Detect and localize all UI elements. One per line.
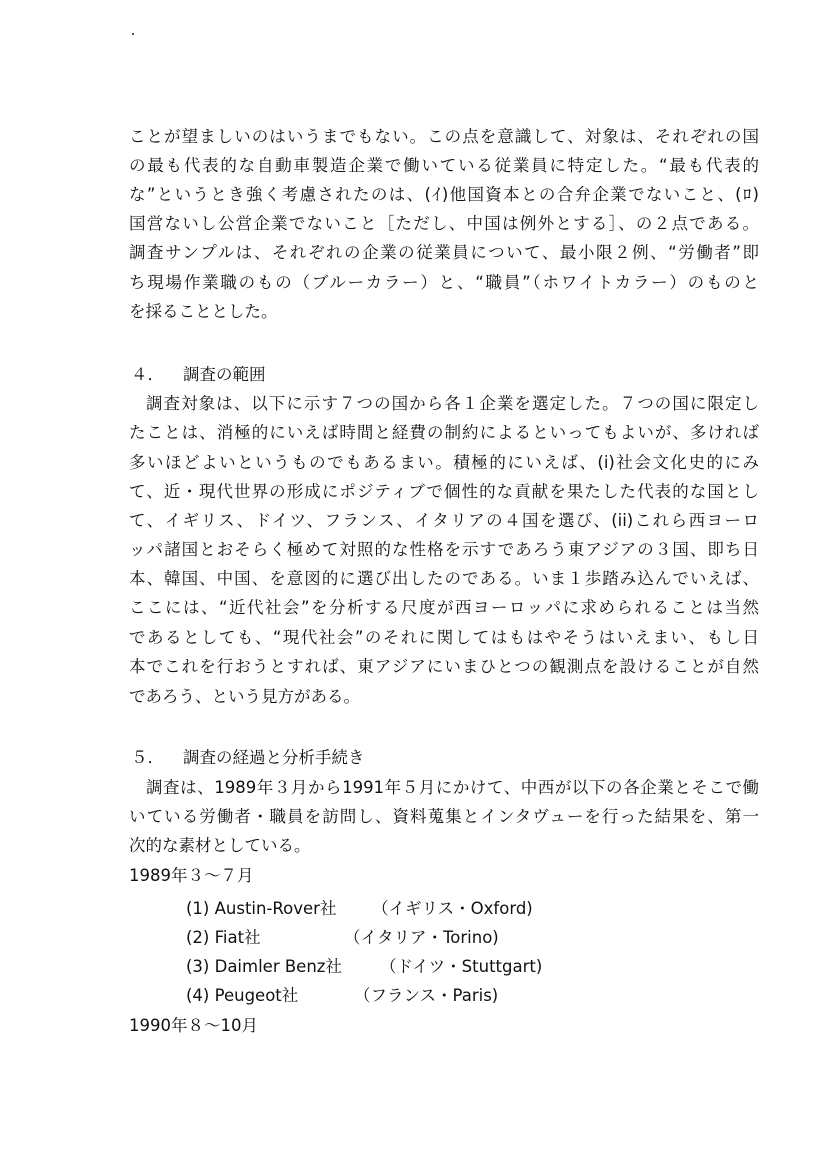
text-line: な”というとき強く考慮されたのは、(ｲ)他国資本との合弁企業でないこと、(ﾛ) xyxy=(129,185,759,204)
section-4-heading xyxy=(131,364,266,386)
text-line: 次的な素材としている。 xyxy=(129,836,311,855)
company-location: （ドイツ・Stuttgart) xyxy=(380,957,543,976)
text-line: ことが望ましいのはいうまでもない。この点を意識して、対象は、それぞれの国 xyxy=(129,127,759,146)
text-line: を採ることとした。 xyxy=(129,302,278,321)
company-item xyxy=(186,898,533,920)
company-item xyxy=(186,956,543,978)
text-line: の最も代表的な自動車製造企業で働いている従業員に特定した。“最も代表的 xyxy=(129,156,759,175)
company-item xyxy=(186,927,499,949)
section-number: ４． xyxy=(131,365,164,384)
company-location: （イタリア・Torino) xyxy=(344,928,499,947)
text-line: 調査は、1989年３月から1991年５月にかけて、中西が以下の各企業とそこで働 xyxy=(146,778,759,797)
text-line: て、近・現代世界の形成にポジティブで個性的な貢献を果たした代表的な国とし xyxy=(129,482,759,501)
company-label: (4) Peugeot社 xyxy=(186,986,299,1005)
text-line: 本でこれを行おうとすれば、東アジアにいまひとつの観測点を設けることが自然 xyxy=(129,657,759,676)
section-number: ５． xyxy=(131,748,164,767)
text-line: 多いほどよいというものでもあるまい。積極的にいえば、(i)社会文化史的にみ xyxy=(129,453,759,472)
section-5-heading xyxy=(131,747,365,769)
section-title: 調査の範囲 xyxy=(183,365,266,384)
section-title: 調査の経過と分析手続き xyxy=(183,748,365,767)
company-label: (3) Daimler Benz社 xyxy=(186,957,342,976)
text-line: て、イギリス、ドイツ、フランス、イタリアの４国を選び、(ii)これら西ヨーロ xyxy=(129,511,759,530)
company-label: (2) Fiat社 xyxy=(186,928,261,947)
text-line: であろう、という見方がある。 xyxy=(129,687,360,706)
text-line: 本、韓国、中国、を意図的に選び出したのである。いま１歩踏み込んでいえば、 xyxy=(129,569,759,588)
text-line: たことは、消極的にいえば時間と経費の制約によるといってもよいが、多ければ xyxy=(129,423,759,442)
text-line: 国営ないし公営企業でないこと［ただし、中国は例外とする］、の２点である。 xyxy=(129,214,759,233)
company-label: (1) Austin-Rover社 xyxy=(186,899,337,918)
company-location: （フランス・Paris) xyxy=(354,986,499,1005)
company-item xyxy=(186,985,499,1007)
schedule-1990: 1990年８～10月 xyxy=(129,1016,258,1035)
text-line: ここには、“近代社会”を分析する尺度が西ヨーロッパに求められることは当然 xyxy=(129,598,759,617)
text-line: いている労働者・職員を訪問し、資料蒐集とインタヴューを行った結果を、第一 xyxy=(129,807,759,826)
schedule-1989: 1989年３～７月 xyxy=(129,866,254,885)
company-location: （イギリス・Oxford) xyxy=(372,899,533,918)
text-line: ち現場作業職のもの（ブルーカラー）と、“職員”（ホワイトカラー）のものと xyxy=(129,273,759,292)
text-line: ッパ諸国とおそらく極めて対照的な性格を示すであろう東アジアの３国、即ち日 xyxy=(129,540,759,559)
text-line: 調査対象は、以下に示す７つの国から各１企業を選定した。７つの国に限定し xyxy=(146,394,759,413)
scan-speck xyxy=(132,33,134,35)
text-line: 調査サンプルは、それぞれの企業の従業員について、最小限２例、“労働者”即 xyxy=(129,243,759,262)
text-line: であるとしても、“現代社会”のそれに関してはもはやそうはいえまい、もし日 xyxy=(129,628,759,647)
